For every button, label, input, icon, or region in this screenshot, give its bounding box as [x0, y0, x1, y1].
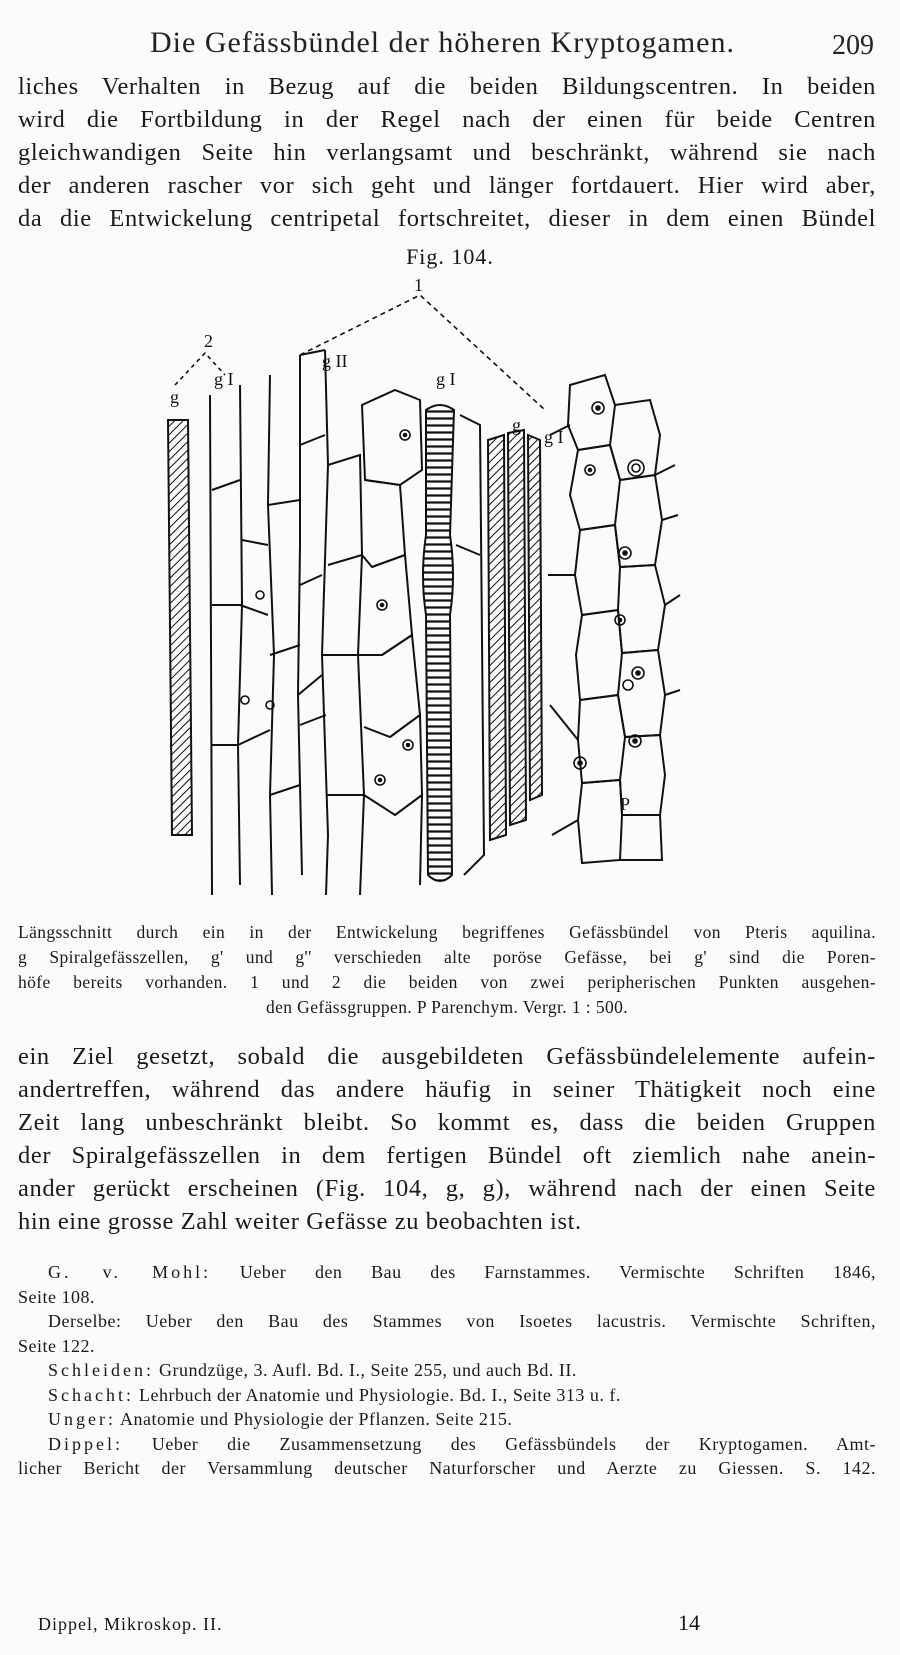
reference-text: Grundzüge, 3. Aufl. Bd. I., Seite 255, und auch Bd. II.: [153, 1360, 577, 1380]
reference-author: Unger:: [48, 1409, 116, 1429]
reference-continuation: [18, 1334, 876, 1359]
spiral-vessel-left: [168, 420, 192, 835]
cell-walls: [210, 350, 422, 895]
spiral-vessel-right-a: [488, 435, 506, 840]
text-line: der anderen rascher vor sich geht und länger fortdauert. Hier wird aber,: [18, 172, 876, 199]
reference-text: Ueber die Zusammensetzung des Gefässbündels der Kryptogamen. Amt-: [123, 1433, 876, 1454]
text-line: ein Ziel gesetzt, sobald die ausgebildeten Gefässbündelelemente aufein-: [18, 1043, 876, 1070]
label-gI-right: g I: [544, 427, 564, 447]
page-number: 209: [832, 30, 874, 61]
figure-label: Fig. 104.: [406, 244, 494, 269]
label-2: 2: [204, 331, 213, 351]
caption-line: den Gefässgruppen. P Parenchym. Vergr. 1 : 500.: [265, 997, 629, 1017]
text-line: ander gerückt erscheinen (Fig. 104, g, g), während nach der einen Seite: [18, 1175, 876, 1202]
annular-vessel-center: [423, 405, 454, 881]
running-title: Die Gefässbündel der höheren Kryptogamen.: [150, 26, 735, 59]
reference-continuation: [18, 1285, 876, 1310]
text-line: der Spiralgefässzellen in dem fertigen Bündel oft ziemlich nahe anein-: [18, 1142, 876, 1169]
paragraph-top: [18, 70, 876, 235]
reference-entry: [18, 1383, 876, 1408]
label-gII: g II: [322, 351, 348, 371]
text-line: andertreffen, während das andere häufig in seiner Thätigkeit noch eine: [18, 1076, 876, 1103]
text-line: da die Entwickelung centripetal fortschreitet, dieser in dem einen Bündel: [18, 205, 876, 232]
reference-author: Schacht:: [48, 1384, 134, 1405]
spiral-vessel-right-c: [528, 435, 542, 800]
text-line: gleichwandigen Seite hin verlangsamt und beschränkt, während sie nach: [18, 139, 876, 166]
page-header: [0, 16, 900, 76]
reference-text: licher Bericht der Versammlung deutscher Naturforscher und Aerzte zu Giessen. S. 142.: [18, 1458, 876, 1478]
reference-author: Schleiden:: [48, 1360, 154, 1380]
references: [18, 1260, 876, 1481]
label-gI-center: g I: [436, 369, 456, 389]
reference-author: Derselbe:: [48, 1311, 122, 1331]
reference-text: Ueber den Bau des Stammes von Isoetes lacustris. Vermischte Schriften,: [121, 1311, 876, 1331]
reference-entry: [18, 1260, 876, 1285]
reference-entry: [18, 1358, 876, 1383]
page-footer: [18, 1610, 876, 1640]
reference-author: G. v. Mohl:: [48, 1262, 212, 1282]
text-line: wird die Fortbildung in der Regel nach der einen für beide Centren: [18, 106, 876, 133]
printer-signature: Dippel, Mikroskop. II.: [38, 1614, 223, 1634]
reference-author: Dippel:: [48, 1433, 123, 1454]
caption-line: höfe bereits vorhanden. 1 und 2 die beiden von zwei peripherischen Punkten ausgehen-: [18, 972, 876, 992]
text-line: liches Verhalten in Bezug auf die beiden Bildungscentren. In beiden: [18, 73, 876, 100]
reference-text: Anatomie und Physiologie der Pflanzen. Seite 215.: [115, 1409, 513, 1429]
sheet-number: 14: [678, 1610, 700, 1635]
parenchyma-cells: [548, 375, 680, 863]
reference-entry: [18, 1407, 876, 1432]
reference-text: Seite 108.: [18, 1286, 95, 1307]
label-parenchyma: P: [620, 794, 631, 814]
reference-entry: [18, 1309, 876, 1334]
reference-text: Seite 122.: [18, 1335, 95, 1356]
caption-line: g Spiralgefässzellen, g' und g'' verschieden alte poröse Gefässe, bei g' sind die Poren-: [18, 947, 876, 967]
cell-diagram: [150, 275, 710, 915]
spiral-vessel-right-b: [508, 430, 526, 825]
vessel-right-wall: [456, 415, 484, 875]
paragraph-bottom: [18, 1040, 876, 1238]
caption-line: Längsschnitt durch ein in der Entwickelung begriffenes Gefässbündel von Pteris aquilina.: [18, 922, 876, 942]
reference-entry: [18, 1432, 876, 1457]
text-line: hin eine grosse Zahl weiter Gefässe zu beobachten ist.: [18, 1208, 582, 1235]
label-1: 1: [414, 275, 423, 295]
figure-caption: [18, 920, 876, 1020]
figure-illustration: [150, 275, 710, 915]
reference-text: Lehrbuch der Anatomie und Physiologie. Bd. I., Seite 313 u. f.: [133, 1384, 621, 1405]
reference-continuation: [18, 1456, 876, 1481]
text-line: Zeit lang unbeschränkt bleibt. So kommt es, dass die beiden Gruppen: [18, 1109, 876, 1136]
label-g-right: g: [512, 415, 521, 435]
label-g-left: g: [170, 387, 179, 407]
label-gI-left: g I: [214, 369, 234, 389]
reference-text: Ueber den Bau des Farnstammes. Vermischte Schriften 1846,: [211, 1262, 876, 1282]
